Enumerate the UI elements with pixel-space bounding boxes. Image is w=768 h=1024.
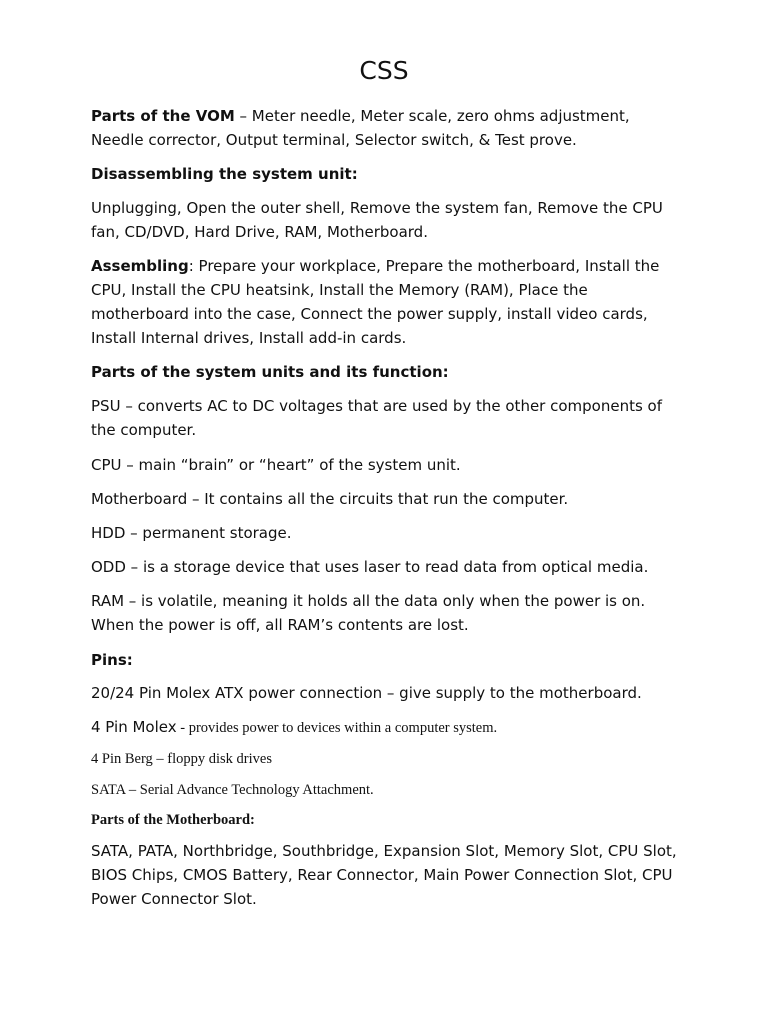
system-unit-item-odd: ODD – is a storage device that uses laser to read data from optical media. xyxy=(91,558,649,576)
pins-sata: SATA – Serial Advance Technology Attachment. xyxy=(91,782,374,798)
pins-molex-rest: - provides power to devices within a computer system. xyxy=(176,720,498,736)
pins-molex-lead: 4 Pin Molex xyxy=(91,718,177,736)
vom-text: – Meter needle, Meter scale, zero ohms adjustment, Needle corrector, Output terminal, Selector switch, & Test prove. xyxy=(91,107,630,149)
pins-atx: 20/24 Pin Molex ATX power connection – give supply to the motherboard. xyxy=(91,684,642,702)
system-unit-item-hdd: HDD – permanent storage. xyxy=(91,524,292,542)
vom-paragraph xyxy=(91,104,681,152)
disassembling-text: Unplugging, Open the outer shell, Remove the system fan, Remove the CPU fan, CD/DVD, Hard Drive, RAM, Motherboard. xyxy=(91,199,663,241)
system-unit-item-psu: PSU – converts AC to DC voltages that are used by the other components of the computer. xyxy=(91,397,663,439)
vom-heading: Parts of the VOM xyxy=(91,107,235,125)
page-title: CSS xyxy=(359,56,409,85)
pins-molex xyxy=(91,715,681,740)
disassembling-heading: Disassembling the system unit: xyxy=(91,165,358,183)
assembling-text: : Prepare your workplace, Prepare the motherboard, Install the CPU, Install the CPU heatsink, Install the Memory (RAM), Place the motherboard into the case, Connect the power supply, install video cards, Install Internal drives, Install add-in cards. xyxy=(91,257,660,347)
system-units-heading: Parts of the system units and its function: xyxy=(91,363,449,381)
pins-heading: Pins: xyxy=(91,651,133,669)
assembling-heading: Assembling xyxy=(91,257,189,275)
motherboard-parts: SATA, PATA, Northbridge, Southbridge, Expansion Slot, Memory Slot, CPU Slot, BIOS Chips, CMOS Battery, Rear Connector, Main Power Connection Slot, CPU Power Connector Slot. xyxy=(91,842,677,908)
assembling-paragraph xyxy=(91,254,681,350)
system-unit-item-ram: RAM – is volatile, meaning it holds all the data only when the power is on. When the power is off, all RAM’s contents are lost. xyxy=(91,592,646,634)
system-unit-item-motherboard: Motherboard – It contains all the circuits that run the computer. xyxy=(91,490,569,508)
pins-berg: 4 Pin Berg – floppy disk drives xyxy=(91,751,272,767)
system-unit-item-cpu: CPU – main “brain” or “heart” of the system unit. xyxy=(91,456,461,474)
motherboard-heading: Parts of the Motherboard: xyxy=(91,812,255,828)
